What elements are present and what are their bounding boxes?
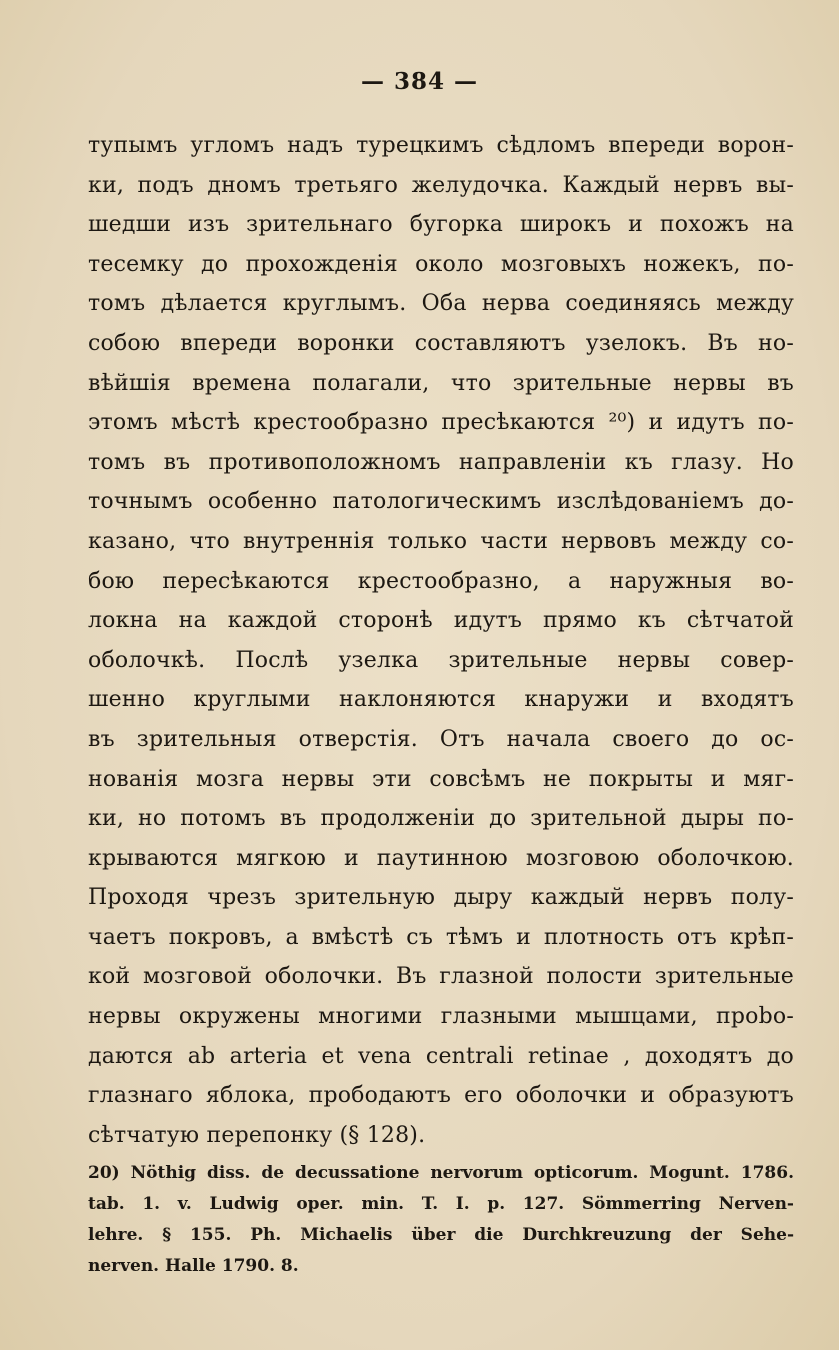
text-line: ки, подъ дномъ третьяго желудочка. Каждый нервъ вы- <box>88 172 794 198</box>
text-line: глазнаго яблока, прободаютъ его оболочки и образуютъ <box>88 1083 794 1109</box>
footnote-line: nerven. Halle 1790. 8. <box>88 1256 299 1276</box>
text-line: шедши изъ зрительнаго бугорка широкъ и похожъ на <box>88 212 794 238</box>
footnote-line: tab. 1. v. Ludwig oper. min. T. I. p. 127. Sömmerring Nerven- <box>88 1194 794 1214</box>
text-line: въ зрительныя отверстія. Отъ начала своего до ос- <box>88 726 794 752</box>
text-line: казано, что внутреннія только части нервовъ между со- <box>88 528 794 554</box>
text-line: томъ въ противоположномъ направленіи къ глазу. Но <box>88 449 794 475</box>
text-line: томъ дѣлается круглымъ. Оба нерва соединяясь между <box>88 291 794 317</box>
text-line: тесемку до прохожденія около мозговыхъ ножекъ, по- <box>88 251 794 277</box>
text-line: точнымъ особенно патологическимъ изслѣдованіемъ до- <box>88 489 794 515</box>
text-line: собою впереди воронки составляютъ узелокъ. Въ но- <box>88 330 794 356</box>
text-line: бою пересѣкаются крестообразно, а наружныя во- <box>88 568 794 594</box>
text-line: тупымъ угломъ надъ турецкимъ сѣдломъ впереди ворон- <box>88 133 794 158</box>
text-line: нованія мозга нервы эти совсѣмъ не покрыты и мяг- <box>88 766 794 792</box>
text-line: ки, но потомъ въ продолженіи до зрительной дыры по- <box>88 806 794 832</box>
text-line: нервы окружены многими глазными мышцами, прobo- <box>88 1004 794 1030</box>
text-line: чаетъ покровъ, а вмѣстѣ съ тѣмъ и плотность отъ крѣп- <box>88 924 794 950</box>
footnotes <box>88 1158 794 1282</box>
footnote-line: 20) Nöthig diss. de decussatione nervorum opticorum. Mogunt. 1786. <box>88 1163 794 1183</box>
text-line: кой мозговой оболочки. Въ глазной полости зрительные <box>88 964 794 990</box>
body-text <box>88 126 794 1155</box>
text-line: Проходя чрезъ зрительную дыру каждый нервъ полу- <box>88 885 794 911</box>
text-line: сѣтчатую перепонку (§ 128). <box>88 1122 426 1148</box>
page-number: — 384 — <box>360 68 479 95</box>
text-line: оболочкѣ. Послѣ узелка зрительные нервы совер- <box>88 647 794 673</box>
text-line: даются ab arteria et vena centrali retinae , доходятъ до <box>88 1043 794 1069</box>
text-line: локна на каждой сторонѣ идутъ прямо къ сѣтчатой <box>88 608 794 634</box>
text-line: шенно круглыми наклоняются кнаружи и входятъ <box>88 687 794 713</box>
text-line: крываются мягкою и паутинною мозговою оболочкою. <box>88 845 794 871</box>
text-line: вѣйшія времена полагали, что зрительные нервы въ <box>88 370 794 396</box>
text-line: этомъ мѣстѣ крестообразно пресѣкаются ²⁰) и идутъ по- <box>88 410 794 436</box>
footnote-line: lehre. § 155. Ph. Michaelis über die Durchkreuzung der Sehe- <box>88 1225 794 1245</box>
